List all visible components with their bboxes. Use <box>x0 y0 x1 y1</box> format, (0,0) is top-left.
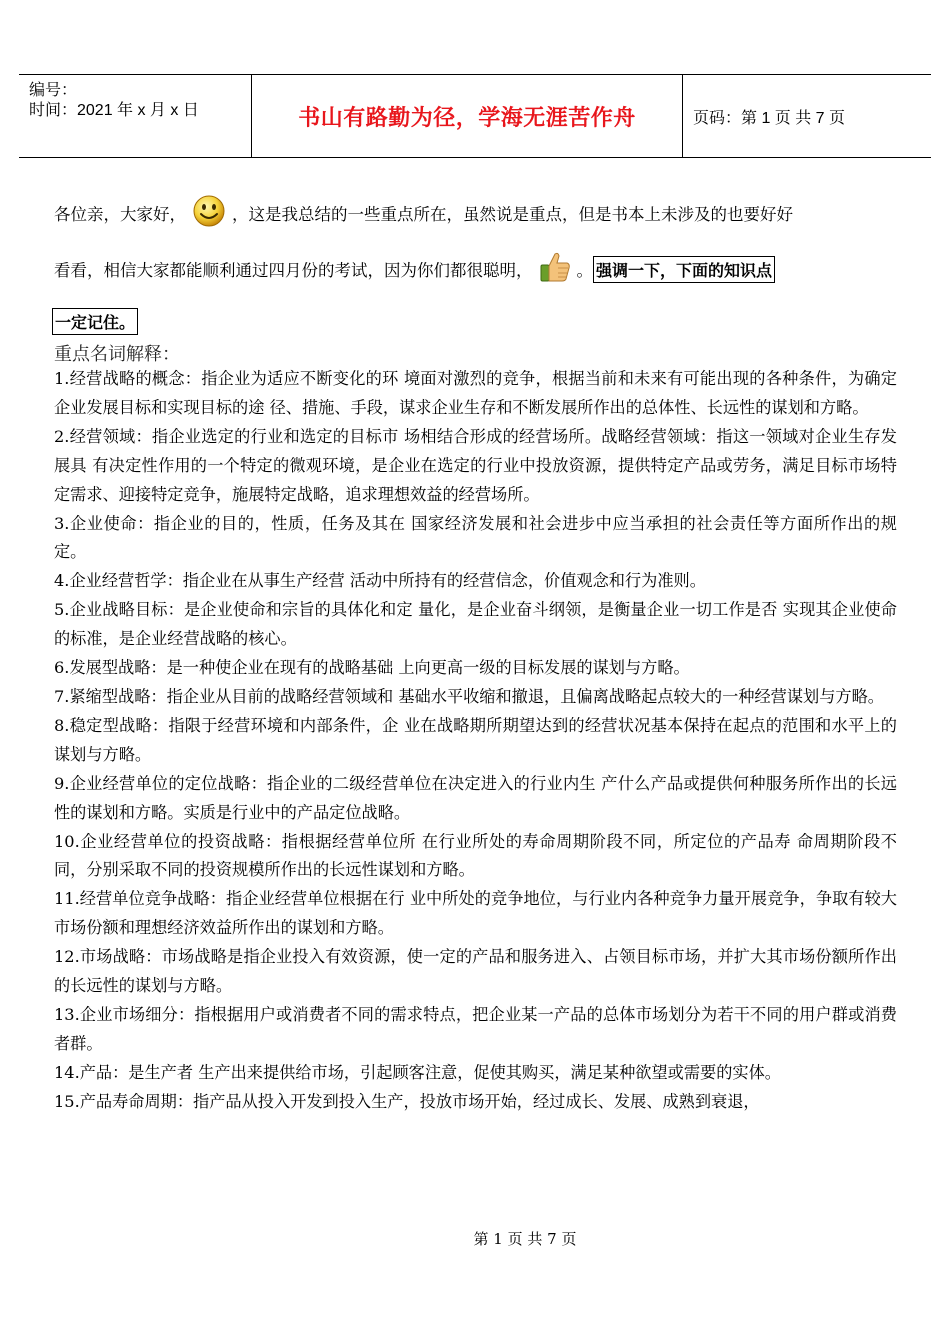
term-item: 10.企业经营单位的投资战略：指根据经营单位所 在行业所处的寿命周期阶段不同，所定位的产品寿 命周期阶段不同，分别采取不同的投资规模所作出的长远性谋划和方略。 <box>54 831 897 880</box>
term-item: 5.企业战略目标：是企业使命和宗旨的具体化和定 量化，是企业奋斗纲领，是衡量企业一切工作是否 实现其企业使命的标准，是企业经营战略的核心。 <box>54 600 897 649</box>
term-item: 15.产品寿命周期：指产品从投入开发到投入生产，投放市场开始，经过成长、发展、成熟到衰退， <box>54 1091 760 1111</box>
term-item: 7.紧缩型战略：指企业从目前的战略经营领域和 基础水平收缩和撤退，且偏离战略起点较大的一种经营谋划与方略。 <box>54 686 884 706</box>
header-motto: 书山有路勤为径，学海无涯苦作舟 <box>251 75 683 157</box>
terms-list <box>54 365 897 1117</box>
term-item: 11.经营单位竞争战略：指企业经营单位根据在行 业中所处的竞争地位，与行业内各种竞争力量开展竞争，争取有较大市场份额和理想经济效益所作出的谋划和方略。 <box>54 889 897 938</box>
thumbs-up-icon <box>539 250 571 288</box>
emphasis-box-2: 一定记住。 <box>52 308 138 335</box>
intro-line-2 <box>54 246 900 292</box>
term-item: 9.企业经营单位的定位战略：指企业的二级经营单位在决定进入的行业内生 产什么产品或提供何种服务所作出的长远性的谋划和方略。实质是行业中的产品定位战略。 <box>54 773 897 822</box>
header-page-label: 页码：第 1 页 共 7 页 <box>693 109 846 127</box>
intro-text-line2: 看看，相信大家都能顺利通过四月份的考试，因为你们都很聪明， <box>54 261 533 280</box>
footer-page-number: 第 1 页 共 7 页 <box>473 1230 577 1248</box>
term-item: 2.经营领域：指企业选定的行业和选定的目标市 场相结合形成的经营场所。战略经营领域：指这一领域对企业生存发展具 有决定性作用的一个特定的微观环境，是企业在选定的行业中投放资源，提供特定产品或劳务，满足目标市场特定需求、迎接特定竞争，施展特定战略，追求理想效益的经营场所。 <box>54 426 897 504</box>
section-title: 重点名词解释： <box>54 344 180 365</box>
intro-line-1 <box>54 190 900 236</box>
term-item: 12.市场战略：市场战略是指企业投入有效资源，使一定的产品和服务进入、占领目标市场，并扩大其市场份额所作出的长远性的谋划与方略。 <box>54 947 897 996</box>
term-item: 6.发展型战略：是一种使企业在现有的战略基础 上向更高一级的目标发展的谋划与方略。 <box>54 658 690 678</box>
term-item: 14.产品：是生产者 生产出来提供给市场，引起顾客注意，促使其购买，满足某种欲望或需要的实体。 <box>54 1062 781 1082</box>
page-footer <box>0 1228 950 1249</box>
intro-paragraph <box>54 190 900 292</box>
header-meta <box>19 75 251 157</box>
page-header <box>19 74 931 158</box>
intro-text-continued: ，这是我总结的一些重点所在，虽然说是重点，但是书本上未涉及的也要好好 <box>232 205 793 224</box>
term-item: 4.企业经营哲学：指企业在从事生产经营 活动中所持有的经营信念，价值观念和行为准则。 <box>54 571 706 591</box>
intro-greeting: 各位亲，大家好， <box>54 205 186 224</box>
smiley-face-icon <box>192 194 226 232</box>
term-item: 13.企业市场细分：指根据用户或消费者不同的需求特点，把企业某一产品的总体市场划分为若干不同的用户群或消费者群。 <box>54 1004 897 1053</box>
intro-period: 。 <box>576 261 593 280</box>
emphasis-box-1: 强调一下，下面的知识点 <box>593 256 775 283</box>
document-number-label: 编号： <box>29 82 78 99</box>
document-date-label: 时间：2021 年 x 月 x 日 <box>29 102 199 119</box>
term-item: 8.稳定型战略：指限于经营环境和内部条件，企 业在战略期所期望达到的经营状况基本保持在起点的范围和水平上的谋划与方略。 <box>54 715 897 764</box>
term-item: 3.企业使命：指企业的目的，性质，任务及其在 国家经济发展和社会进步中应当承担的社会责任等方面所作出的规定。 <box>54 513 897 562</box>
term-item: 1.经营战略的概念：指企业为适应不断变化的环 境面对激烈的竞争，根据当前和未来有可能出现的各种条件，为确定企业发展目标和实现目标的途 径、措施、手段，谋求企业生存和不断发展所作出的总体性、长远性的谋划和方略。 <box>54 369 897 417</box>
